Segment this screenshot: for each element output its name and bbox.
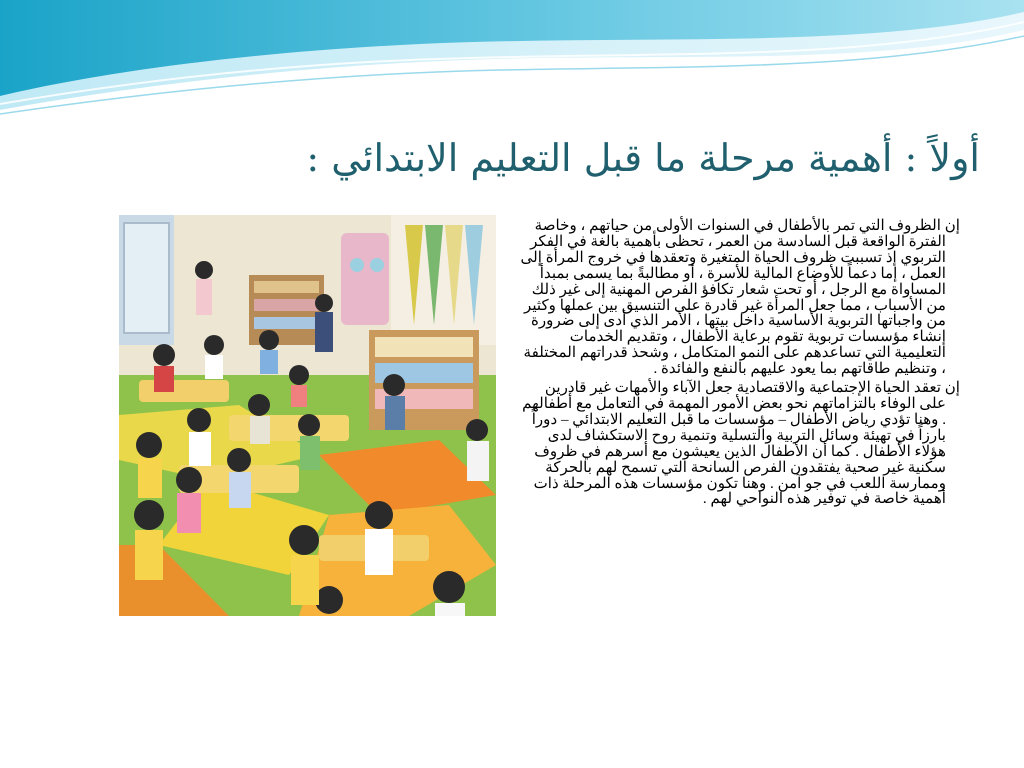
paragraph-2: إن تعقد الحياة الإجتماعية والاقتصادية جعل الآباء والأمهات غير قادرين على الوفاء بالتزاماتهم نحو بعض الأمور المهمة في التعامل مع أطفالهم . وهنا تؤدي رياض الأطفال – مؤسسات ما قبل التعليم الابتدائي – دوراً بارزاً في تهيئة وسائل التربية والتسلية وتنمية روح الاستكشاف لدى هؤلاء الأطفال . كما أن الأطفال الذين يعيشون مع أسرهم في ظروف سكنية غير صحية يفتقدون الفرص السانحة التي تسمح لهم بالحركة وممارسة اللعب في جو آمن . وهنا تكون مؤسسات هذه المرحلة ذات أهمية خاصة في توفير هذه النواحي لهم .	[522, 380, 960, 508]
paragraph-1: إن الظروف التي تمر بالأطفال في السنوات الأولى من حياتهم ، وخاصة الفترة الواقعة قبل السادسة من العمر ، تحظى بأهمية بالغة في الفكر التربوي إذ تسببت ظروف الحياة المتغيرة وتعقدها في خروج المرأة إلى العمل ، إما دعماً للأوضاع المالية للأسرة ، أو مطالبةً بما يسمى بمبدأ المساواة مع الرجل ، أو تحت شعار تكافؤ الفرص المهنية إلى غير ذلك من الأسباب ، مما جعل المرأة غير قادرة على التنسيق بين عملها وكثير من واجباتها التربوية الأساسية داخل بيتها ، الأمر الذي أدى إلى ضرورة إنشاء مؤسسات تربوية تقوم برعاية الأطفال ، وتقديم الخدمات التعليمية التي تساعدهم على النمو المتكامل ، وشحذ قدراتهم المختلفة ، وتنظيم طاقاتهم بما يعود عليهم بالنفع والفائدة .	[520, 218, 960, 378]
kindergarten-classroom-photo	[119, 215, 496, 616]
header-wave-decoration	[0, 0, 1024, 120]
body-text	[520, 219, 960, 511]
slide-title: أولاً : أهمية مرحلة ما قبل التعليم الابتدائي :	[306, 136, 980, 180]
